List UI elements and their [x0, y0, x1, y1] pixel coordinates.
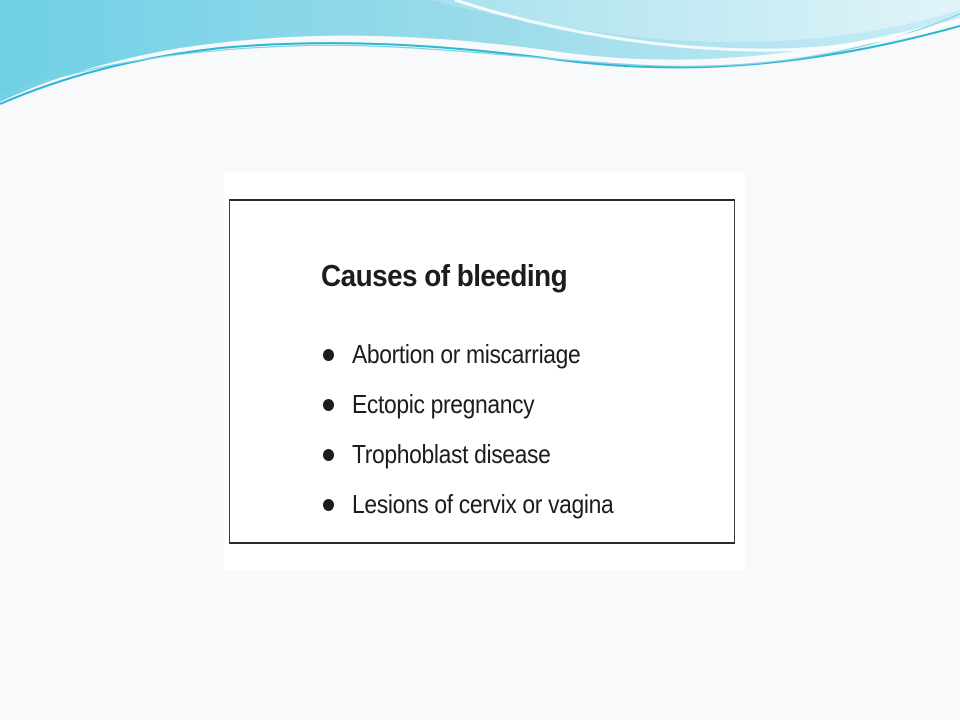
bullet-icon [323, 349, 334, 361]
cause-label: Trophoblast disease [352, 438, 551, 469]
scanned-figure [224, 172, 745, 570]
bullet-icon [323, 399, 334, 411]
list-item [323, 429, 649, 479]
list-item [323, 479, 649, 529]
cause-label: Lesions of cervix or vagina [352, 488, 614, 519]
bullet-icon [323, 449, 334, 461]
bullet-icon [323, 499, 334, 511]
panel-title: Causes of bleeding [321, 258, 568, 293]
cause-label: Abortion or miscarriage [352, 338, 581, 369]
causes-box [229, 199, 735, 544]
wave-decoration [0, 0, 960, 120]
list-item [323, 329, 649, 379]
list-item [323, 379, 649, 429]
cause-label: Ectopic pregnancy [352, 388, 535, 419]
causes-list [323, 329, 649, 529]
